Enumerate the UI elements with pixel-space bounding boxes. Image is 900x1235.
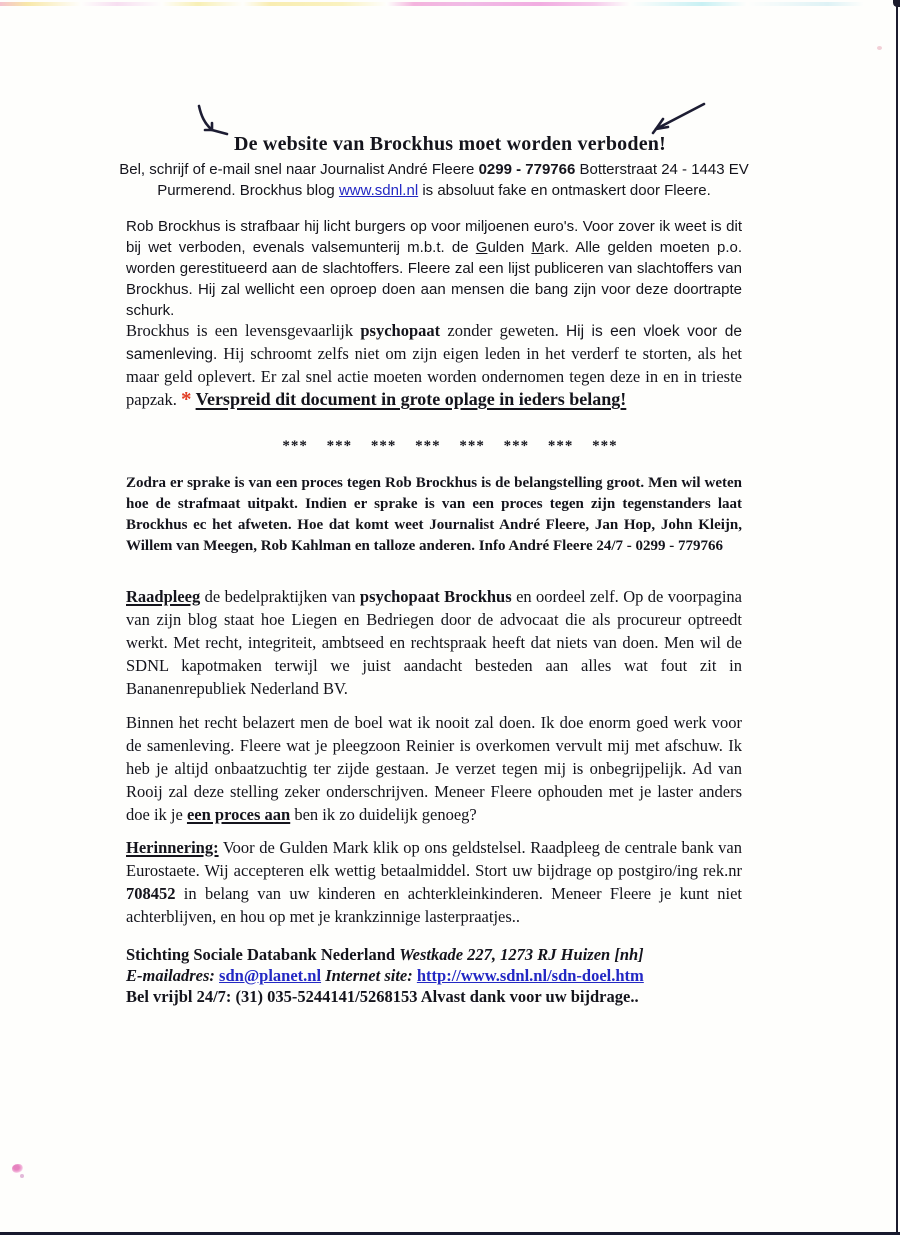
paragraph-text: in belang van uw kinderen en achterkleinkinderen. Meneer Fleere je kunt niet achterblijven, en hou op met je krankzinnige lasterpraatjes.. xyxy=(126,884,742,926)
paragraph-text: zonder geweten. xyxy=(440,321,566,340)
paragraph-text: Brockhus is een levensgevaarlijk xyxy=(126,321,361,340)
link-sdn-doel[interactable]: http://www.sdnl.nl/sdn-doel.htm xyxy=(416,966,644,985)
page-title: De website van Brockhus moet worden verboden! xyxy=(234,133,666,155)
page-edge-shadow-corner xyxy=(893,0,900,7)
asterisk-separator: *** *** *** *** *** *** *** *** xyxy=(282,438,618,454)
paragraph-text: Hij is een vloek voor de samenleving. xyxy=(126,323,742,363)
subtitle xyxy=(104,159,764,201)
paragraph-psychopaat xyxy=(126,320,742,411)
footer-line-phone: Bel vrijbl 24/7: (31) 035-5244141/5268153 Alvast dank voor uw bijdrage.. xyxy=(126,987,639,1006)
scanner-color-streak xyxy=(0,2,900,6)
paragraph-herinnering xyxy=(126,836,742,928)
slogan-text: Verspreid dit document in grote oplage in ieders belang! xyxy=(195,389,627,409)
paragraph-text: ark. Alle gelden moeten p.o. worden gerestitueerd aan de slachtoffers. Fleere zal een lijst publiceren van slachtoffers van Brockhus. Hij zal wellicht een oproep doen aan mensen die bang zijn voor deze doortrapte schurk. xyxy=(126,239,742,319)
organization-name: Stichting Sociale Databank Nederland xyxy=(126,945,400,964)
red-asterisk-mark: * xyxy=(180,387,192,411)
paragraph-process-bold: Zodra er sprake is van een proces tegen Rob Brockhus is de belangstelling groot. Men wil weten hoe de strafmaat uitpakt. Indien er sprake is van een proces tegen zijn tegenstanders laat Brockhus ec het afweten. Hoe dat komt weet Journalist André Fleere, Jan Hop, John Kleijn, Willem van Meegen, Rob Kahlman en talloze anderen. Info André Fleere 24/7 - 0299 - 779766 xyxy=(126,475,742,554)
paragraph-text: Hij schroomt zelfs niet om zijn eigen leden in het verderf te storten, als het maar geld oplevert. Er zal snel actie moeten worden ondernomen tegen deze in en in trieste papzak. xyxy=(126,344,742,409)
paragraph-text: ben ik zo duidelijk genoeg? xyxy=(290,805,477,824)
website-label: Internet site: xyxy=(321,966,417,985)
paragraph-text: en oordeel zelf. Op de voorpagina van zijn blog staat hoe Liegen en Bedriegen door de advocaat die als procureur optreedt werkt. Met recht, integriteit, ambtseed en rechtspraak heeft dat niets van doen. Men wil de SDNL kapotmaken terwijl we juist aandacht besteden aan alles wat fout zit in Bananenrepubliek Nederland BV. xyxy=(126,587,742,698)
paragraph-text: Voor de Gulden Mark klik op ons geldstelsel. Raadpleeg de centrale bank van Eurostaete. Wij accepteren elk wettig betaalmiddel. Stort uw bijdrage op postgiro/ing rek.nr xyxy=(126,838,742,880)
link-email[interactable]: sdn@planet.nl xyxy=(219,966,322,985)
lead-word-underlined: Herinnering: xyxy=(126,838,219,857)
phone-number: 0299 - 779766 xyxy=(478,161,576,178)
lead-word-underlined: Raadpleeg xyxy=(126,587,201,606)
page-edge-shadow-right xyxy=(896,0,898,1235)
bold-word: psychopaat xyxy=(360,321,441,340)
bold-phrase: psychopaat Brockhus xyxy=(359,587,512,606)
paragraph-text: ulden xyxy=(487,239,532,256)
link-sdnl[interactable]: www.sdnl.nl xyxy=(338,182,419,199)
ink-speck xyxy=(12,1164,23,1173)
footer-contact-block xyxy=(126,944,786,1007)
subtitle-text: is absoluut fake en ontmaskert door Fleere. xyxy=(418,182,711,199)
ink-speck xyxy=(20,1174,24,1178)
subtitle-text: Bel, schrijf of e-mail snel naar Journalist André Fleere xyxy=(119,161,479,178)
paragraph-binnen xyxy=(126,711,742,826)
paragraph-intro xyxy=(126,216,742,321)
ink-speck xyxy=(877,46,882,50)
paragraph-text: Binnen het recht belazert men de boel wat ik nooit zal doen. Ik doe enorm goed werk voor de samenleving. Fleere wat je pleegzoon Reinier is overkomen vervult mij met afschuw. Ik heb je altijd onbaatzuchtig ter zijde gestaan. Je verzet tegen mij is onbegrijpelijk. Ad van Rooij zal deze stelling zeker onderschrijven. Meneer Fleere ophouden met je laster anders doe ik je xyxy=(126,713,742,824)
footer-line-links xyxy=(126,965,786,986)
underlined-letter: G xyxy=(475,239,488,256)
footer-line-organization xyxy=(126,944,786,965)
subtitle-text: Botterstraat 24 - 1443 EV Purmerend. Brockhus blog xyxy=(157,161,749,199)
underlined-letter: M xyxy=(531,239,544,256)
paragraph-raadpleeg xyxy=(126,585,742,700)
email-label: E-mailadres: xyxy=(126,966,220,985)
postal-address: Westkade 227, 1273 RJ Huizen [nh] xyxy=(399,945,644,964)
paragraph-text: Rob Brockhus is strafbaar hij licht burgers op voor miljoenen euro's. Voor zover ik weet is dit bij wet verboden, evenals valsemunterij m.b.t. de xyxy=(126,218,742,256)
account-number: 708452 xyxy=(126,884,176,903)
bold-underlined-phrase: een proces aan xyxy=(186,805,291,824)
paragraph-text: de bedelpraktijken van xyxy=(200,587,360,606)
